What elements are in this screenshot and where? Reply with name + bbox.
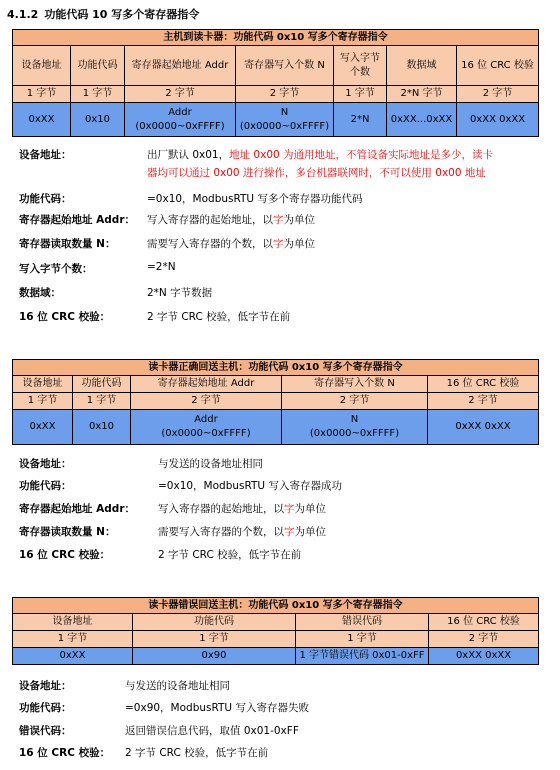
field-description — [147, 212, 315, 227]
value-cell: 0xXX...0xXX — [387, 103, 457, 137]
field-label: 16 位 CRC 校验： — [19, 549, 111, 561]
unit-cell: 1 字节 — [13, 86, 71, 103]
unit-cell: 2 字节 — [125, 86, 236, 103]
success-response-table — [12, 359, 539, 445]
error-response-table — [12, 597, 539, 665]
field-label: 寄存器起始地址 Addr： — [19, 503, 135, 515]
field-label: 16 位 CRC 校验： — [19, 311, 111, 323]
table-title: 读卡器错误回送主机：功能代码 0x10 写多个寄存器指令 — [13, 598, 539, 614]
field-label: 寄存器读取数量 N： — [19, 238, 116, 250]
field-description-part: 出厂默认 0x01， — [147, 149, 230, 161]
unit-cell: 1 字节 — [13, 393, 73, 410]
unit-cell: 2 字节 — [131, 393, 282, 410]
field-description: 与发送的设备地址相同 — [158, 458, 263, 470]
field-label: 寄存器读取数量 N： — [19, 526, 116, 538]
unit-highlight: 字 — [273, 214, 284, 226]
field-description: 2*N 字节数据 — [147, 287, 213, 299]
field-description-part: 为单位 — [294, 526, 326, 538]
value-cell: 0x10 — [71, 103, 125, 137]
value-cell: 0xXX — [13, 410, 73, 445]
unit-cell: 2 字节 — [429, 631, 539, 648]
field-description-part: 为单位 — [283, 214, 315, 226]
header-cell: 16 位 CRC 校验 — [457, 46, 539, 86]
field-description: =2*N — [147, 261, 176, 273]
field-label: 寄存器起始地址 Addr： — [19, 214, 135, 226]
field-label: 功能代码： — [19, 702, 72, 714]
value-cell: N (0x0000~0xFFFF) — [236, 103, 334, 137]
unit-cell: 2*N 字节 — [387, 86, 457, 103]
section-title: 功能代码 10 写多个寄存器指令 — [44, 8, 200, 21]
field-description: 2 字节 CRC 校验，低字节在前 — [158, 549, 302, 561]
header-cell: 功能代码 — [133, 614, 296, 631]
unit-highlight: 字 — [284, 526, 295, 538]
field-description-part: 需要写入寄存器的个数，以 — [158, 526, 284, 538]
field-description — [147, 236, 315, 251]
value-cell: Addr (0x0000~0xFFFF) — [125, 103, 236, 137]
section-heading — [7, 6, 199, 22]
header-cell: 寄存器起始地址 Addr — [131, 376, 282, 393]
unit-cell: 1 字节 — [71, 86, 125, 103]
field-description: 与发送的设备地址相同 — [125, 680, 230, 692]
value-cell: 0x90 — [133, 648, 296, 665]
field-label: 设备地址： — [19, 458, 72, 470]
unit-cell: 2 字节 — [236, 86, 334, 103]
value-cell: N (0x0000~0xFFFF) — [282, 410, 428, 445]
field-description: =0x90，ModbusRTU 写入寄存器失败 — [125, 702, 309, 714]
value-cell: 0xXX 0xXX — [429, 648, 539, 665]
unit-cell: 1 字节 — [296, 631, 429, 648]
field-label: 功能代码： — [19, 193, 72, 205]
field-label: 16 位 CRC 校验： — [19, 747, 111, 759]
header-cell: 写入字节个数 — [334, 46, 387, 86]
field-warning-text: 地址 0x00 为通用地址，不管设备实际地址是多少，读卡 — [229, 149, 494, 161]
header-cell: 错误代码 — [296, 614, 429, 631]
field-description: =0x10，ModbusRTU 写入寄存器成功 — [158, 480, 342, 492]
field-label: 功能代码： — [19, 480, 72, 492]
unit-cell: 1 字节 — [133, 631, 296, 648]
header-cell: 数据域 — [387, 46, 457, 86]
unit-highlight: 字 — [284, 503, 295, 515]
unit-cell: 1 字节 — [334, 86, 387, 103]
header-cell: 功能代码 — [71, 46, 125, 86]
unit-cell: 2 字节 — [428, 393, 539, 410]
field-description-part: 写入寄存器的起始地址，以 — [147, 214, 273, 226]
field-description — [158, 501, 326, 516]
unit-cell: 2 字节 — [282, 393, 428, 410]
field-description: =0x10，ModbusRTU 写多个寄存器功能代码 — [147, 193, 363, 205]
field-description-part: 写入寄存器的起始地址，以 — [158, 503, 284, 515]
unit-cell: 1 字节 — [73, 393, 131, 410]
table-title: 读卡器正确回送主机：功能代码 0x10 写多个寄存器指令 — [13, 360, 539, 376]
header-cell: 设备地址 — [13, 376, 73, 393]
value-cell: 2*N — [334, 103, 387, 137]
value-cell: 0xXX 0xXX — [457, 103, 539, 137]
value-cell: 0xXX — [13, 103, 71, 137]
header-cell: 16 位 CRC 校验 — [429, 614, 539, 631]
header-cell: 功能代码 — [73, 376, 131, 393]
field-description: 返回错误信息代码，取值 0x01-0xFF — [125, 725, 299, 737]
field-description: 2 字节 CRC 校验，低字节在前 — [147, 311, 291, 323]
unit-highlight: 字 — [273, 238, 284, 250]
header-cell: 寄存器起始地址 Addr — [125, 46, 236, 86]
header-cell: 设备地址 — [13, 46, 71, 86]
field-description: 2 字节 CRC 校验，低字节在前 — [125, 747, 269, 759]
value-cell: 0xXX 0xXX — [428, 410, 539, 445]
unit-cell: 1 字节 — [13, 631, 133, 648]
field-label: 写入字节个数： — [19, 263, 93, 275]
field-description — [147, 147, 493, 162]
field-label: 设备地址： — [19, 149, 72, 161]
value-cell: 1 字节错误代码 0x01-0xFF — [296, 648, 429, 665]
field-description — [158, 524, 326, 539]
header-cell: 设备地址 — [13, 614, 133, 631]
field-label: 数据域： — [19, 287, 61, 299]
header-cell: 寄存器写入个数 N — [236, 46, 334, 86]
field-description-part: 为单位 — [283, 238, 315, 250]
field-warning-text: 器均可以通过 0x00 进行操作，多台机器联网时，不可以使用 0x00 地址 — [147, 167, 486, 179]
field-label: 错误代码： — [19, 725, 72, 737]
value-cell: 0x10 — [73, 410, 131, 445]
section-number: 4.1.2 — [7, 8, 39, 21]
request-frame-table — [12, 29, 539, 137]
value-cell: Addr (0x0000~0xFFFF) — [131, 410, 282, 445]
field-description-part: 需要写入寄存器的个数，以 — [147, 238, 273, 250]
unit-cell: 2 字节 — [457, 86, 539, 103]
field-description-part: 为单位 — [294, 503, 326, 515]
value-cell: 0xXX — [13, 648, 133, 665]
header-cell: 16 位 CRC 校验 — [428, 376, 539, 393]
table-title: 主机到读卡器：功能代码 0x10 写多个寄存器指令 — [13, 30, 539, 46]
header-cell: 寄存器写入个数 N — [282, 376, 428, 393]
field-label: 设备地址： — [19, 680, 72, 692]
